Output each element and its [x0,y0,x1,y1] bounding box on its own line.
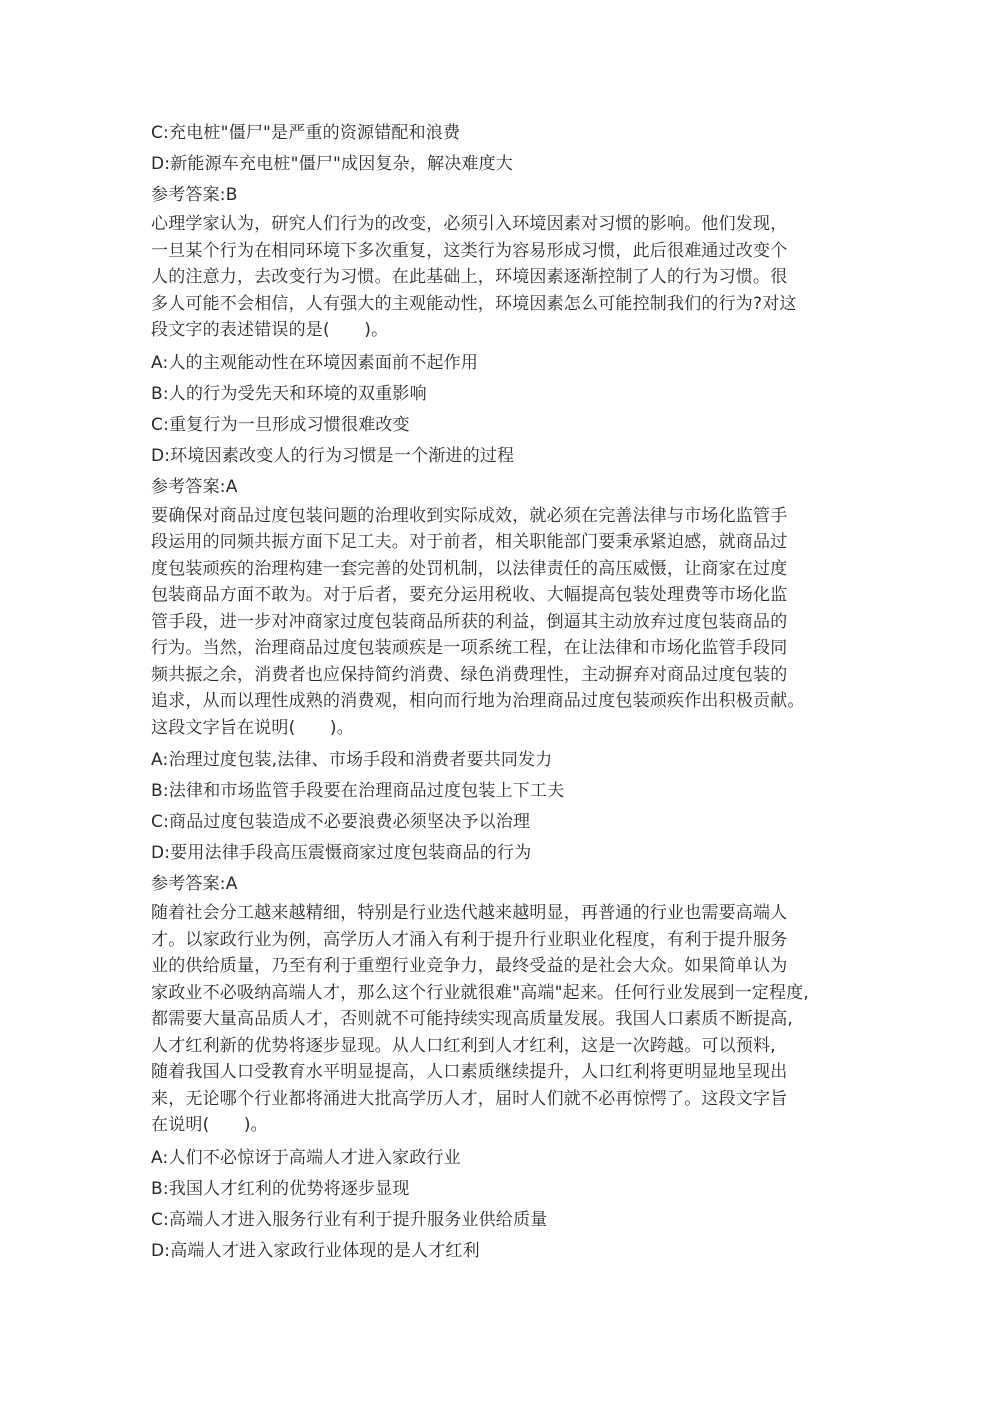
option-b: B:人的行为受先天和环境的双重影响 [151,383,427,404]
question-stem [151,900,851,1139]
stem-line: 都需要大量高品质人才，否则就不可能持续实现高质量发展。我国人口素质不断提高, [151,1009,794,1029]
question-stem [151,211,851,344]
answer-line: 参考答案:B [151,185,238,205]
option-d: D:新能源车充电桩"僵尸"成因复杂，解决难度大 [151,154,514,174]
option-a: A:人们不必惊讶于高端人才进入家政行业 [151,1147,461,1168]
option-d: D:环境因素改变人的行为习惯是一个渐进的过程 [151,445,515,466]
question-stem [151,503,851,742]
stem-line: 管手段，进一步对冲商家过度包装商品所获的利益，倒逼其主动放弃过度包装商品的 [151,611,788,632]
stem-line: 这段文字旨在说明( )。 [151,717,354,738]
stem-line: 家政业不必吸纳高端人才，那么这个行业就很难"高端"起来。任何行业发展到一定程度, [151,982,810,1003]
stem-line: 一旦某个行为在相同环境下多次重复，这类行为容易形成习惯，此后很难通过改变个 [151,240,788,261]
option-c: C:高端人才进入服务行业有利于提升服务业供给质量 [151,1209,548,1230]
option-c: C:充电桩"僵尸"是严重的资源错配和浪费 [151,123,461,143]
option-c: C:重复行为一旦形成习惯很难改变 [151,414,410,435]
option-a: A:治理过度包装,法律、市场手段和消费者要共同发力 [151,750,553,770]
stem-line: 来，无论哪个行业都将涌进大批高学历人才，届时人们就不必再惊愕了。这段文字旨 [151,1088,788,1109]
option-a: A:人的主观能动性在环境因素面前不起作用 [151,352,479,373]
stem-line: 段运用的同频共振方面下足工夫。对于前者，相关职能部门要秉承紧迫感，就商品过 [151,532,788,552]
stem-line: 人才红利新的优势将逐步显现。从人口红利到人才红利，这是一次跨越。可以预料, [151,1035,776,1056]
answer-line: 参考答案:A [151,476,238,497]
answer-line: 参考答案:A [151,874,238,894]
stem-line: 人的注意力，去改变行为习惯。在此基础上，环境因素逐渐控制了人的行为习惯。很 [151,267,788,287]
option-b: B:法律和市场监管手段要在治理商品过度包装上下工夫 [151,781,565,801]
stem-line: 追求，从而以理性成熟的消费观，相向而行地为治理商品过度包装顽疾作出积极贡献。 [151,691,805,711]
stem-line: 心理学家认为，研究人们行为的改变，必须引入环境因素对习惯的影响。他们发现， [151,214,788,234]
stem-line: 行为。当然，治理商品过度包装顽疾是一项系统工程，在让法律和市场化监管手段同 [151,638,788,658]
stem-line: 包装商品方面不敢为。对于后者，要充分运用税收、大幅提高包装处理费等市场化监 [151,585,788,605]
stem-line: 多人可能不会相信，人有强大的主观能动性，环境因素怎么可能控制我们的行为?对这 [151,293,797,314]
option-d: D:高端人才进入家政行业体现的是人才红利 [151,1240,480,1261]
stem-line: 要确保对商品过度包装问题的治理收到实际成效，就必须在完善法律与市场化监管手 [151,505,788,526]
stem-line: 频共振之余，消费者也应保持简约消费、绿色消费理性，主动摒弃对商品过度包装的 [151,664,788,685]
stem-line: 随着社会分工越来越精细，特别是行业迭代越来越明显，再普通的行业也需要高端人 [151,903,788,923]
stem-line: 在说明( )。 [151,1115,268,1135]
stem-line: 业的供给质量，乃至有利于重塑行业竞争力，最终受益的是社会大众。如果简单认为 [151,956,788,976]
option-b: B:我国人才红利的优势将逐步显现 [151,1178,410,1199]
stem-line: 才。以家政行业为例，高学历人才涌入有利于提升行业职业化程度，有利于提升服务 [151,929,788,950]
document-page [151,118,851,1267]
stem-line: 度包装顽疾的治理构建一套完善的处罚机制，以法律责任的高压威慑，让商家在过度 [151,558,788,579]
stem-line: 段文字的表述错误的是( )。 [151,320,389,340]
stem-line: 随着我国人口受教育水平明显提高，人口素质继续提升，人口红利将更明显地呈现出 [151,1062,788,1082]
option-d: D:要用法律手段高压震慑商家过度包装商品的行为 [151,843,532,863]
option-c: C:商品过度包装造成不必要浪费必须坚决予以治理 [151,812,531,832]
